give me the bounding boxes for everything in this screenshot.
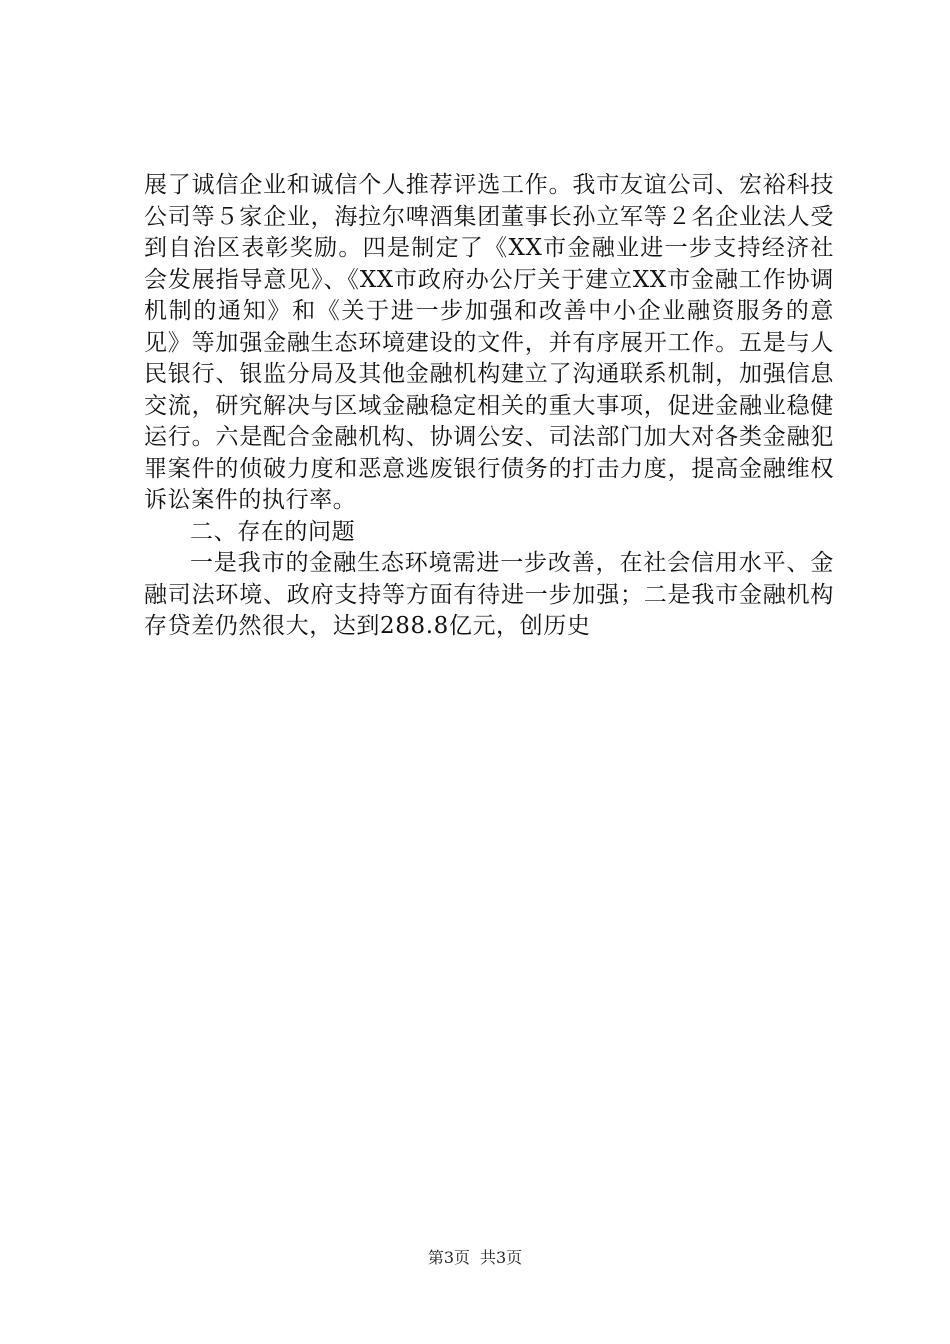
section-paragraph: 一是我市的金融生态环境需进一步改善，在社会信用水平、金融司法环境、政府支持等方面有待进一步加强；二是我市金融机构存贷差仍然很大，达到288.8亿元，创历史 [144, 550, 834, 639]
page-number: 第3页 [427, 1248, 470, 1267]
page-total: 共3页 [480, 1248, 523, 1267]
document-body [144, 170, 834, 643]
page-footer [0, 1245, 950, 1268]
paragraph-continuation: 展了诚信企业和诚信个人推荐评选工作。我市友谊公司、宏裕科技公司等５家企业，海拉尔啤酒集团董事长孙立军等２名企业法人受到自治区表彰奖励。四是制定了《XX市金融业进一步支持经济社会发展指导意见》、《XX市政府办公厅关于建立XX市金融工作协调机制的通知》和《关于进一步加强和改善中小企业融资服务的意见》等加强金融生态环境建设的文件，并有序展开工作。五是与人民银行、银监分局及其他金融机构建立了沟通联系机制，加强信息交流，研究解决与区域金融稳定相关的重大事项，促进金融业稳健运行。六是配合金融机构、协调公安、司法部门加大对各类金融犯罪案件的侦破力度和恶意逃废银行债务的打击力度，提高金融维权诉讼案件的执行率。 [144, 172, 834, 513]
section-heading: 二、存在的问题 [190, 518, 356, 545]
